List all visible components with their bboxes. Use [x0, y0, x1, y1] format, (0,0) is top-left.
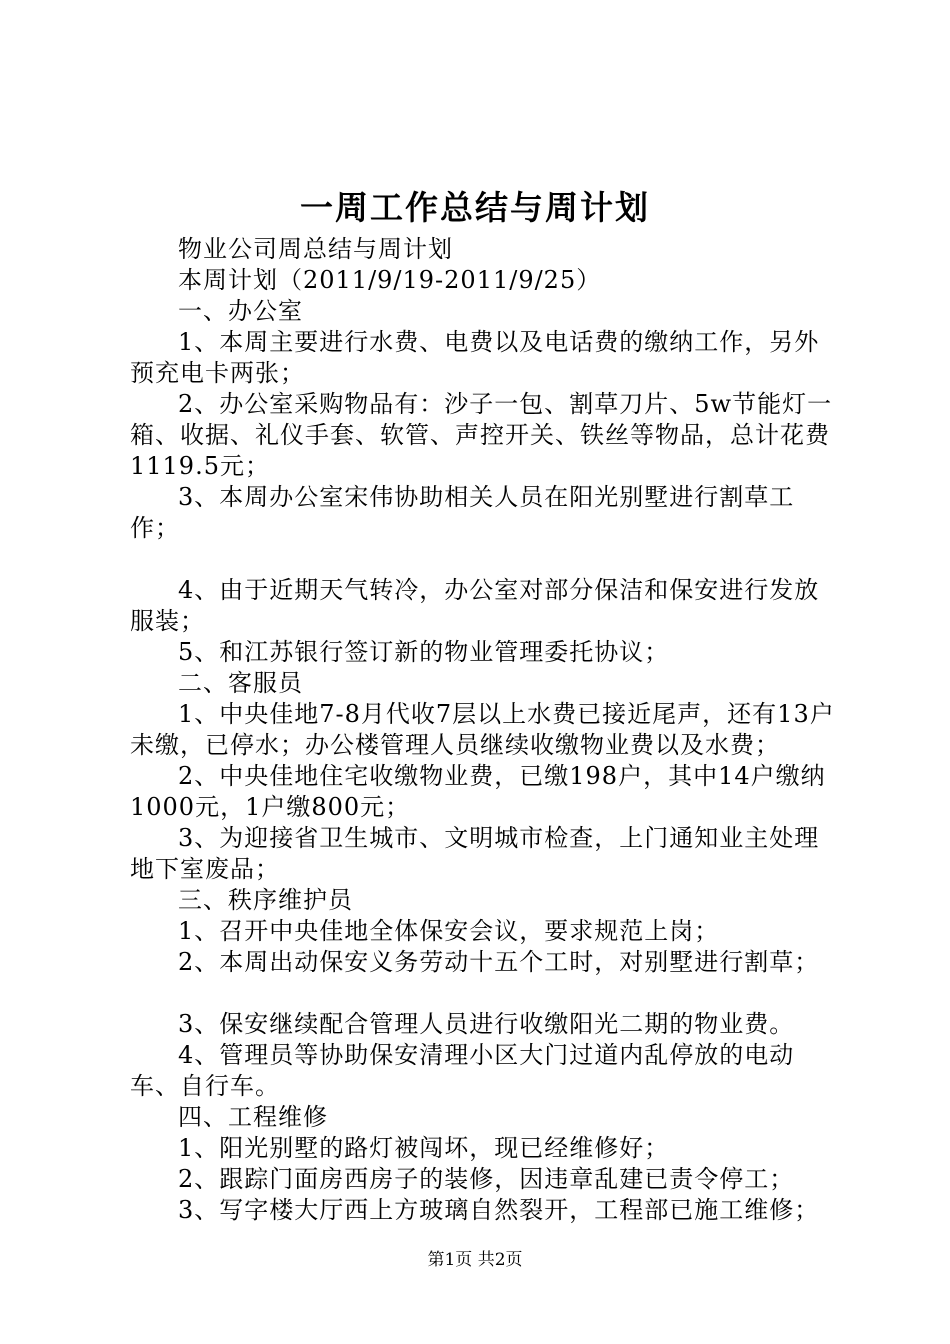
paragraph: 3、保安继续配合管理人员进行收缴阳光二期的物业费。	[178, 1010, 795, 1038]
paragraph: 3、为迎接省卫生城市、文明城市检查，上门通知业主处理地下室废品；	[130, 824, 820, 883]
paragraph: 1、召开中央佳地全体保安会议，要求规范上岗；	[178, 917, 720, 945]
paragraph: 物业公司周总结与周计划	[178, 235, 453, 263]
paragraph: 4、管理员等协助保安清理小区大门过道内乱停放的电动车、自行车。	[130, 1041, 795, 1100]
page-footer: 第1页 共2页	[427, 1250, 523, 1270]
paragraph: 1、本周主要进行水费、电费以及电话费的缴纳工作，另外预充电卡两张；	[130, 328, 820, 387]
paragraph: 5、和江苏银行签订新的物业管理委托协议；	[178, 638, 670, 666]
section-heading: 三、秩序维护员	[178, 886, 353, 914]
section-heading: 四、工程维修	[178, 1103, 328, 1131]
section-heading: 二、客服员	[178, 669, 303, 697]
paragraph: 3、本周办公室宋伟协助相关人员在阳光别墅进行割草工作；	[130, 483, 795, 542]
paragraph: 4、由于近期天气转冷，办公室对部分保洁和保安进行发放服装；	[130, 576, 820, 635]
document-body	[130, 234, 835, 1226]
paragraph: 1、阳光别墅的路灯被闯坏，现已经维修好；	[178, 1134, 670, 1162]
blank-line	[130, 978, 835, 1009]
blank-line	[130, 544, 835, 575]
paragraph: 2、办公室采购物品有：沙子一包、割草刀片、5w节能灯一箱、收据、礼仪手套、软管、声控开关、铁丝等物品，总计花费1119.5元；	[130, 390, 833, 480]
paragraph: 2、本周出动保安义务劳动十五个工时，对别墅进行割草；	[178, 948, 820, 976]
paragraph: 2、中央佳地住宅收缴物业费，已缴198户，其中14户缴纳1000元，1户缴800元；	[130, 762, 826, 821]
paragraph: 本周计划（2011/9/19-2011/9/25）	[178, 266, 602, 294]
paragraph: 1、中央佳地7-8月代收7层以上水费已接近尾声，还有13户未缴，已停水；办公楼管理人员继续收缴物业费以及水费；	[130, 700, 835, 759]
paragraph: 2、跟踪门面房西房子的装修，因违章乱建已责令停工；	[178, 1165, 795, 1193]
section-heading: 一、办公室	[178, 297, 303, 325]
document-title: 一周工作总结与周计划	[300, 188, 650, 227]
paragraph: 3、写字楼大厅西上方玻璃自然裂开，工程部已施工维修；	[178, 1196, 820, 1224]
